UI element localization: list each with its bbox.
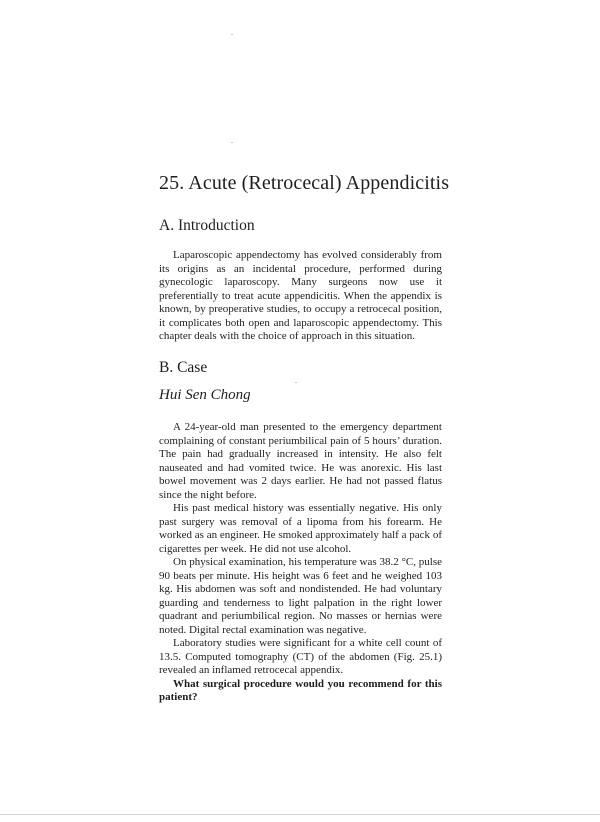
scan-speck bbox=[231, 142, 233, 143]
case-paragraph-history: His past medical history was essentially negative. His only past surgery was removal of a lipoma from his forearm. He worked as an engineer. He smoked approximately half a pack of cigarettes per week. He did not use alcohol. bbox=[159, 502, 442, 555]
case-paragraph-presentation: A 24-year-old man presented to the emergency department complaining of constant periumbilical pain of 5 hours’ duration. The pain had gradually increased in intensity. He also felt nauseated and had vomited twice. He was anorexic. His last bowel movement was 2 days earlier. He had not passed flatus since the night before. bbox=[159, 421, 442, 501]
introduction-body bbox=[159, 249, 442, 344]
case-paragraph-laboratory: Laboratory studies were significant for a white cell count of 13.5. Computed tomography (CT) of the abdomen (Fig. 25.1) revealed an inflamed retrocecal appendix. bbox=[159, 637, 442, 676]
scan-speck bbox=[295, 382, 297, 383]
scan-edge-line bbox=[0, 814, 600, 815]
case-body bbox=[159, 421, 442, 705]
section-heading-introduction: A. Introduction bbox=[159, 217, 255, 234]
chapter-title: 25. Acute (Retrocecal) Appendicitis bbox=[159, 172, 450, 194]
case-question: What surgical procedure would you recommend for this patient? bbox=[159, 677, 442, 703]
introduction-paragraph: Laparoscopic appendectomy has evolved considerably from its origins as an incidental procedure, performed during gynecologic laparoscopy. Many surgeons now use it preferentially to treat acute appendicitis. When the appendix is known, by preoperative studies, to occupy a retrocecal position, it complicates both open and laparoscopic appendectomy. This chapter deals with the choice of approach in this situation. bbox=[159, 249, 442, 342]
case-paragraph-examination: On physical examination, his temperature was 38.2 °C, pulse 90 beats per minute. His height was 6 feet and he weighed 103 kg. His abdomen was soft and nondistended. He had voluntary guarding and tenderness to light palpation in the right lower quadrant and periumbilical region. No masses or hernias were noted. Digital rectal examination was negative. bbox=[159, 556, 442, 636]
section-heading-case: B. Case bbox=[159, 359, 208, 376]
case-author: Hui Sen Chong bbox=[159, 387, 251, 403]
scan-speck bbox=[231, 34, 233, 35]
